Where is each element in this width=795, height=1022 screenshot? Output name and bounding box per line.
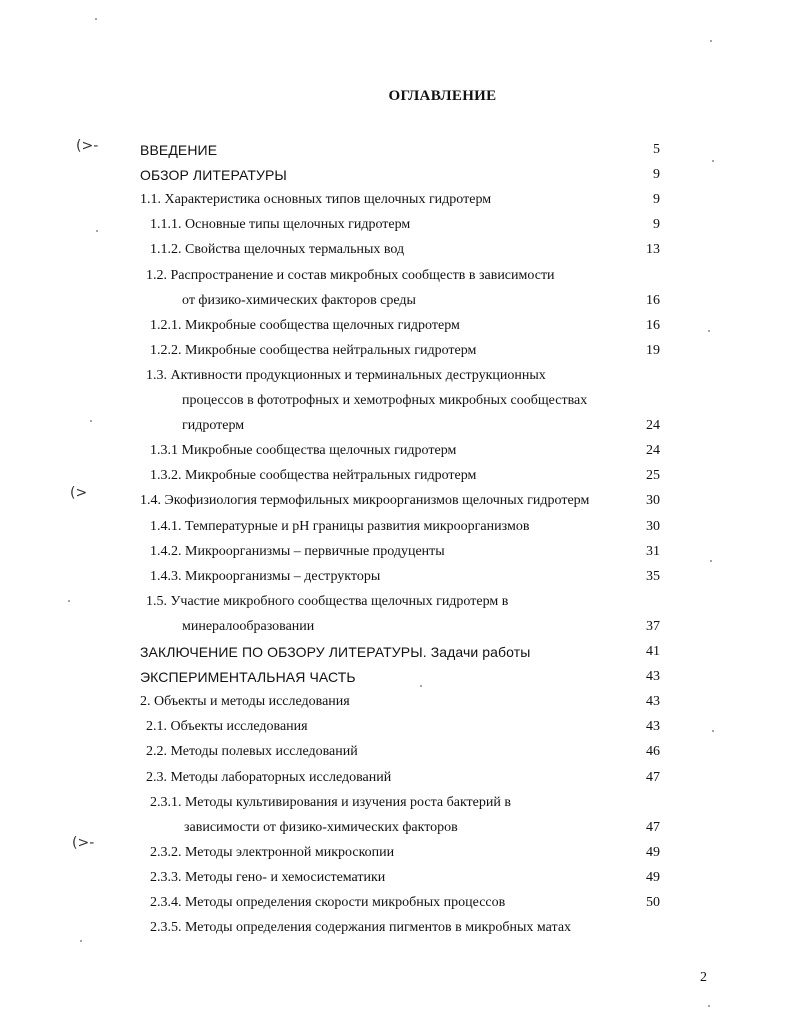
toc-entry bbox=[0, 315, 795, 337]
toc-entry bbox=[0, 641, 795, 663]
toc-entry bbox=[0, 716, 795, 738]
scan-dot bbox=[96, 230, 98, 232]
toc-entry-label: 2.3.5. Методы определения содержания пигментов в микробных матах bbox=[150, 920, 572, 936]
toc-entry-label: ВВЕДЕНИЕ bbox=[140, 142, 218, 158]
toc-entry-page: 47 bbox=[646, 769, 660, 785]
toc-entry bbox=[0, 892, 795, 914]
scan-dot bbox=[80, 940, 82, 942]
toc-entry bbox=[0, 415, 795, 437]
toc-entry bbox=[0, 189, 795, 211]
toc-entry bbox=[0, 490, 795, 512]
toc-entry-label: 1.4. Экофизиология термофильных микроорганизмов щелочных гидротерм bbox=[140, 493, 590, 509]
toc-entry-page: 49 bbox=[646, 844, 660, 860]
scan-dot bbox=[712, 160, 714, 162]
toc-entry bbox=[0, 265, 795, 287]
scan-dot bbox=[420, 685, 422, 687]
toc-entry bbox=[0, 239, 795, 261]
toc-title: ОГЛАВЛЕНИЕ bbox=[388, 88, 497, 104]
toc-entry-label: минералообразовании bbox=[182, 618, 315, 634]
toc-entry-page: 9 bbox=[653, 192, 660, 208]
toc-entry-label: процессов в фототрофных и хемотрофных микробных сообществах bbox=[182, 393, 588, 408]
toc-entry-page: 24 bbox=[646, 418, 660, 434]
toc-entry bbox=[0, 440, 795, 462]
toc-entry bbox=[0, 365, 795, 387]
toc-entry-page: 5 bbox=[653, 142, 660, 157]
toc-entry-page: 30 bbox=[646, 493, 660, 509]
margin-mark-3: (>- bbox=[72, 835, 95, 851]
toc-entry-page: 49 bbox=[646, 869, 660, 885]
toc-entry-page: 19 bbox=[646, 342, 660, 358]
toc-entry-label: 2. Объекты и методы исследования bbox=[140, 694, 350, 710]
toc-entry-page: 24 bbox=[646, 443, 660, 459]
scan-dot bbox=[90, 420, 92, 422]
toc-entry-page: 25 bbox=[646, 468, 660, 484]
scan-dot bbox=[708, 1005, 710, 1007]
page-number: 2 bbox=[700, 970, 707, 985]
toc-entry bbox=[0, 290, 795, 312]
toc-entry-label: 2.3.1. Методы культивирования и изучения роста бактерий в bbox=[150, 794, 511, 810]
toc-entry-label: 1.1.1. Основные типы щелочных гидротерм bbox=[150, 217, 411, 233]
toc-entry bbox=[0, 842, 795, 864]
toc-entry-label: ЭКСПЕРИМЕНТАЛЬНАЯ ЧАСТЬ bbox=[140, 669, 356, 686]
toc-entry-label: 1.5. Участие микробного сообщества щелочных гидротерм в bbox=[146, 593, 509, 609]
toc-entry-label: 2.3. Методы лабораторных исследований bbox=[146, 769, 392, 785]
toc-entry bbox=[0, 390, 795, 412]
toc-entry bbox=[0, 867, 795, 889]
toc-entry bbox=[0, 741, 795, 763]
toc-entry bbox=[0, 591, 795, 613]
toc-entry-label: 1.2.1. Микробные сообщества щелочных гидротерм bbox=[150, 317, 460, 333]
toc-entry-label: 1.2. Распространение и состав микробных сообществ в зависимости bbox=[146, 267, 555, 283]
toc-entry bbox=[0, 917, 795, 939]
toc-entry bbox=[0, 666, 795, 688]
toc-entry bbox=[0, 139, 795, 161]
toc-entry-page: 47 bbox=[646, 819, 660, 835]
margin-mark-1: (>- bbox=[76, 138, 99, 154]
toc-entry-page: 46 bbox=[646, 744, 660, 760]
toc-entry-page: 30 bbox=[646, 518, 660, 534]
toc-entry-label: 1.1. Характеристика основных типов щелочных гидротерм bbox=[140, 192, 492, 208]
toc-entry bbox=[0, 541, 795, 563]
margin-mark-2: (> bbox=[70, 485, 88, 501]
toc-entry bbox=[0, 516, 795, 538]
toc-entry-label: 1.4.3. Микроорганизмы – деструкторы bbox=[150, 568, 381, 584]
toc-entry bbox=[0, 340, 795, 362]
scan-dot bbox=[708, 330, 710, 332]
toc-entry-page: 43 bbox=[646, 669, 660, 685]
toc-entry bbox=[0, 767, 795, 789]
scan-dot bbox=[710, 560, 712, 562]
toc-entry-label: 1.3.2. Микробные сообщества нейтральных гидротерм bbox=[150, 468, 477, 484]
toc-entry-label: 1.3.1 Микробные сообщества щелочных гидротерм bbox=[150, 443, 457, 459]
toc-entry-label: 1.4.2. Микроорганизмы – первичные продуценты bbox=[150, 543, 445, 559]
toc-entry-label: 2.3.4. Методы определения скорости микробных процессов bbox=[150, 895, 506, 910]
toc-entry-label: 1.4.1. Температурные и pH границы развития микроорганизмов bbox=[150, 518, 530, 534]
toc-entry-label: 2.3.2. Методы электронной микроскопии bbox=[150, 844, 395, 860]
toc-entry bbox=[0, 214, 795, 236]
toc-entry-label: ОБЗОР ЛИТЕРАТУРЫ bbox=[140, 167, 287, 184]
toc-entry-label: зависимости от физико-химических факторов bbox=[184, 819, 458, 835]
toc-entry-label: 2.2. Методы полевых исследований bbox=[146, 744, 358, 760]
scan-dot bbox=[68, 600, 70, 602]
toc-entry-label: 1.3. Активности продукционных и терминальных деструкционных bbox=[146, 367, 546, 383]
toc-entry-page: 16 bbox=[646, 317, 660, 333]
toc-entry-page: 43 bbox=[646, 694, 660, 710]
toc-entry-label: 2.1. Объекты исследования bbox=[146, 719, 308, 735]
toc-entry-page: 9 bbox=[653, 167, 660, 183]
toc-entry-page: 41 bbox=[646, 644, 660, 659]
toc-entry-label: 2.3.3. Методы гено- и хемосистематики bbox=[150, 869, 386, 885]
toc-entry bbox=[0, 691, 795, 713]
toc-entry bbox=[0, 164, 795, 186]
toc-entry-label: ЗАКЛЮЧЕНИЕ ПО ОБЗОРУ ЛИТЕРАТУРЫ. Задачи работы bbox=[140, 644, 531, 660]
toc-entry-label: гидротерм bbox=[182, 418, 245, 434]
toc-entry-page: 31 bbox=[646, 543, 660, 559]
toc-entry-page: 13 bbox=[646, 242, 660, 258]
scan-dot bbox=[95, 18, 97, 20]
toc-entry-label: от физико-химических факторов среды bbox=[182, 292, 416, 308]
toc-entry bbox=[0, 792, 795, 814]
toc-entry-page: 43 bbox=[646, 719, 660, 735]
scan-dot bbox=[712, 730, 714, 732]
toc-entry bbox=[0, 616, 795, 638]
toc-entry bbox=[0, 465, 795, 487]
toc-entry-page: 9 bbox=[653, 217, 660, 233]
toc-entry-page: 50 bbox=[646, 895, 660, 910]
toc-entry-label: 1.1.2. Свойства щелочных термальных вод bbox=[150, 242, 405, 258]
scan-dot bbox=[710, 40, 712, 42]
toc-entry bbox=[0, 566, 795, 588]
toc-entry-page: 16 bbox=[646, 292, 660, 308]
toc-entry-page: 37 bbox=[646, 618, 660, 634]
toc-entry-label: 1.2.2. Микробные сообщества нейтральных гидротерм bbox=[150, 342, 477, 358]
toc-entry-page: 35 bbox=[646, 568, 660, 584]
toc-entry bbox=[0, 817, 795, 839]
